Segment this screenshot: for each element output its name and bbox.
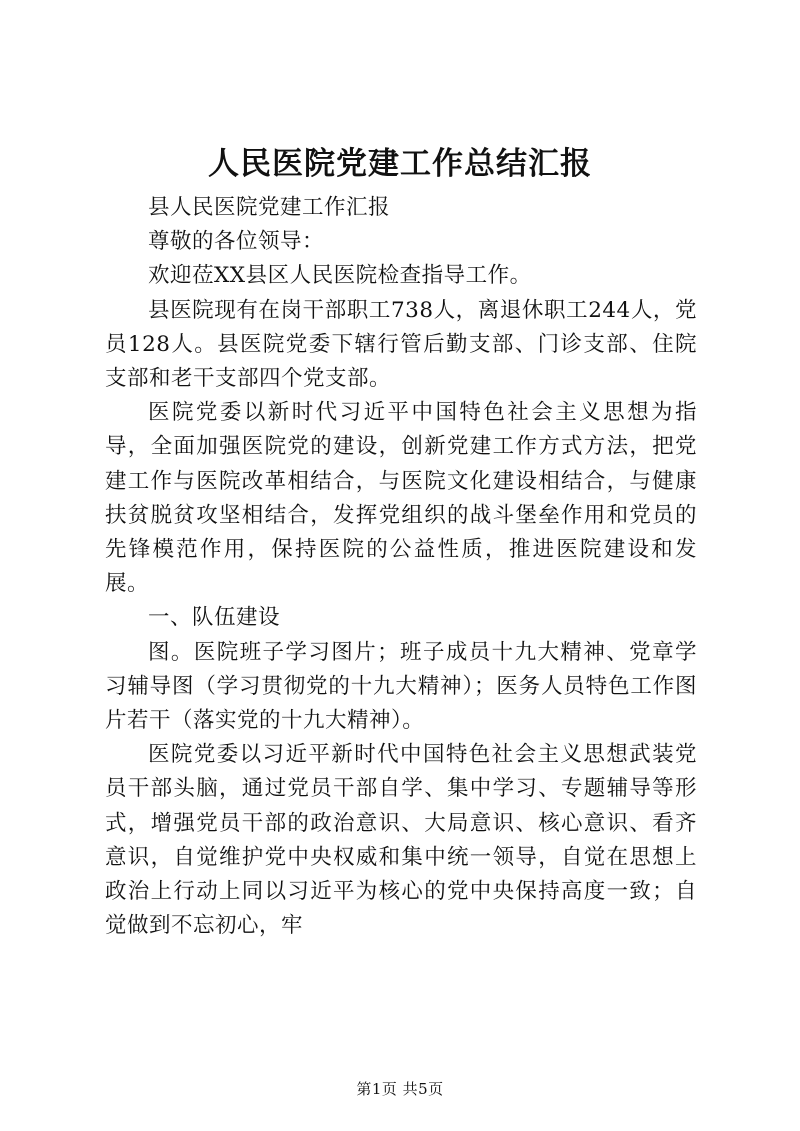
paragraph-heading-line: 县人民医院党建工作汇报	[148, 195, 391, 220]
paragraph-ideology-study: 医院党委以习近平新时代中国特色社会主义思想武装党员干部头脑，通过党员干部自学、集中学习、专题辅导等形式，增强党员干部的政治意识、大局意识、核心意识、看齐意识，自觉维护党中央权威和集中统一领导，自觉在思想上政治上行动上同以习近平为核心的党中央保持高度一致；自觉做到不忘初心，牢	[105, 742, 697, 939]
document-title: 人民医院党建工作总结汇报	[208, 146, 592, 182]
paragraph-welcome: 欢迎莅XX县区人民医院检查指导工作。	[148, 263, 532, 289]
paragraph-salutation: 尊敬的各位领导：	[148, 229, 325, 255]
paragraph-images-note: 图。医院班子学习图片；班子成员十九大精神、党章学习辅导图（学习贯彻党的十九大精神）；医务人员特色工作图片若干（落实党的十九大精神）。	[105, 639, 697, 734]
paragraph-party-guidance: 医院党委以新时代习近平中国特色社会主义思想为指导，全面加强医院党的建设，创新党建工作方式方法，把党建工作与医院改革相结合，与医院文化建设相结合，与健康扶贫脱贫攻坚相结合，发挥党组织的战斗堡垒作用和党员的先锋模范作用，保持医院的公益性质，推进医院建设和发展。	[105, 400, 697, 597]
page-footer: 第1页 共5页	[356, 1080, 444, 1098]
document-body	[105, 191, 697, 943]
section-heading-team-building: 一、队伍建设	[148, 605, 281, 631]
paragraph-staff-overview: 县医院现有在岗干部职工738人，离退休职工244人，党员128人。县医院党委下辖行管后勤支部、门诊支部、住院支部和老干支部四个党支部。	[105, 297, 697, 392]
